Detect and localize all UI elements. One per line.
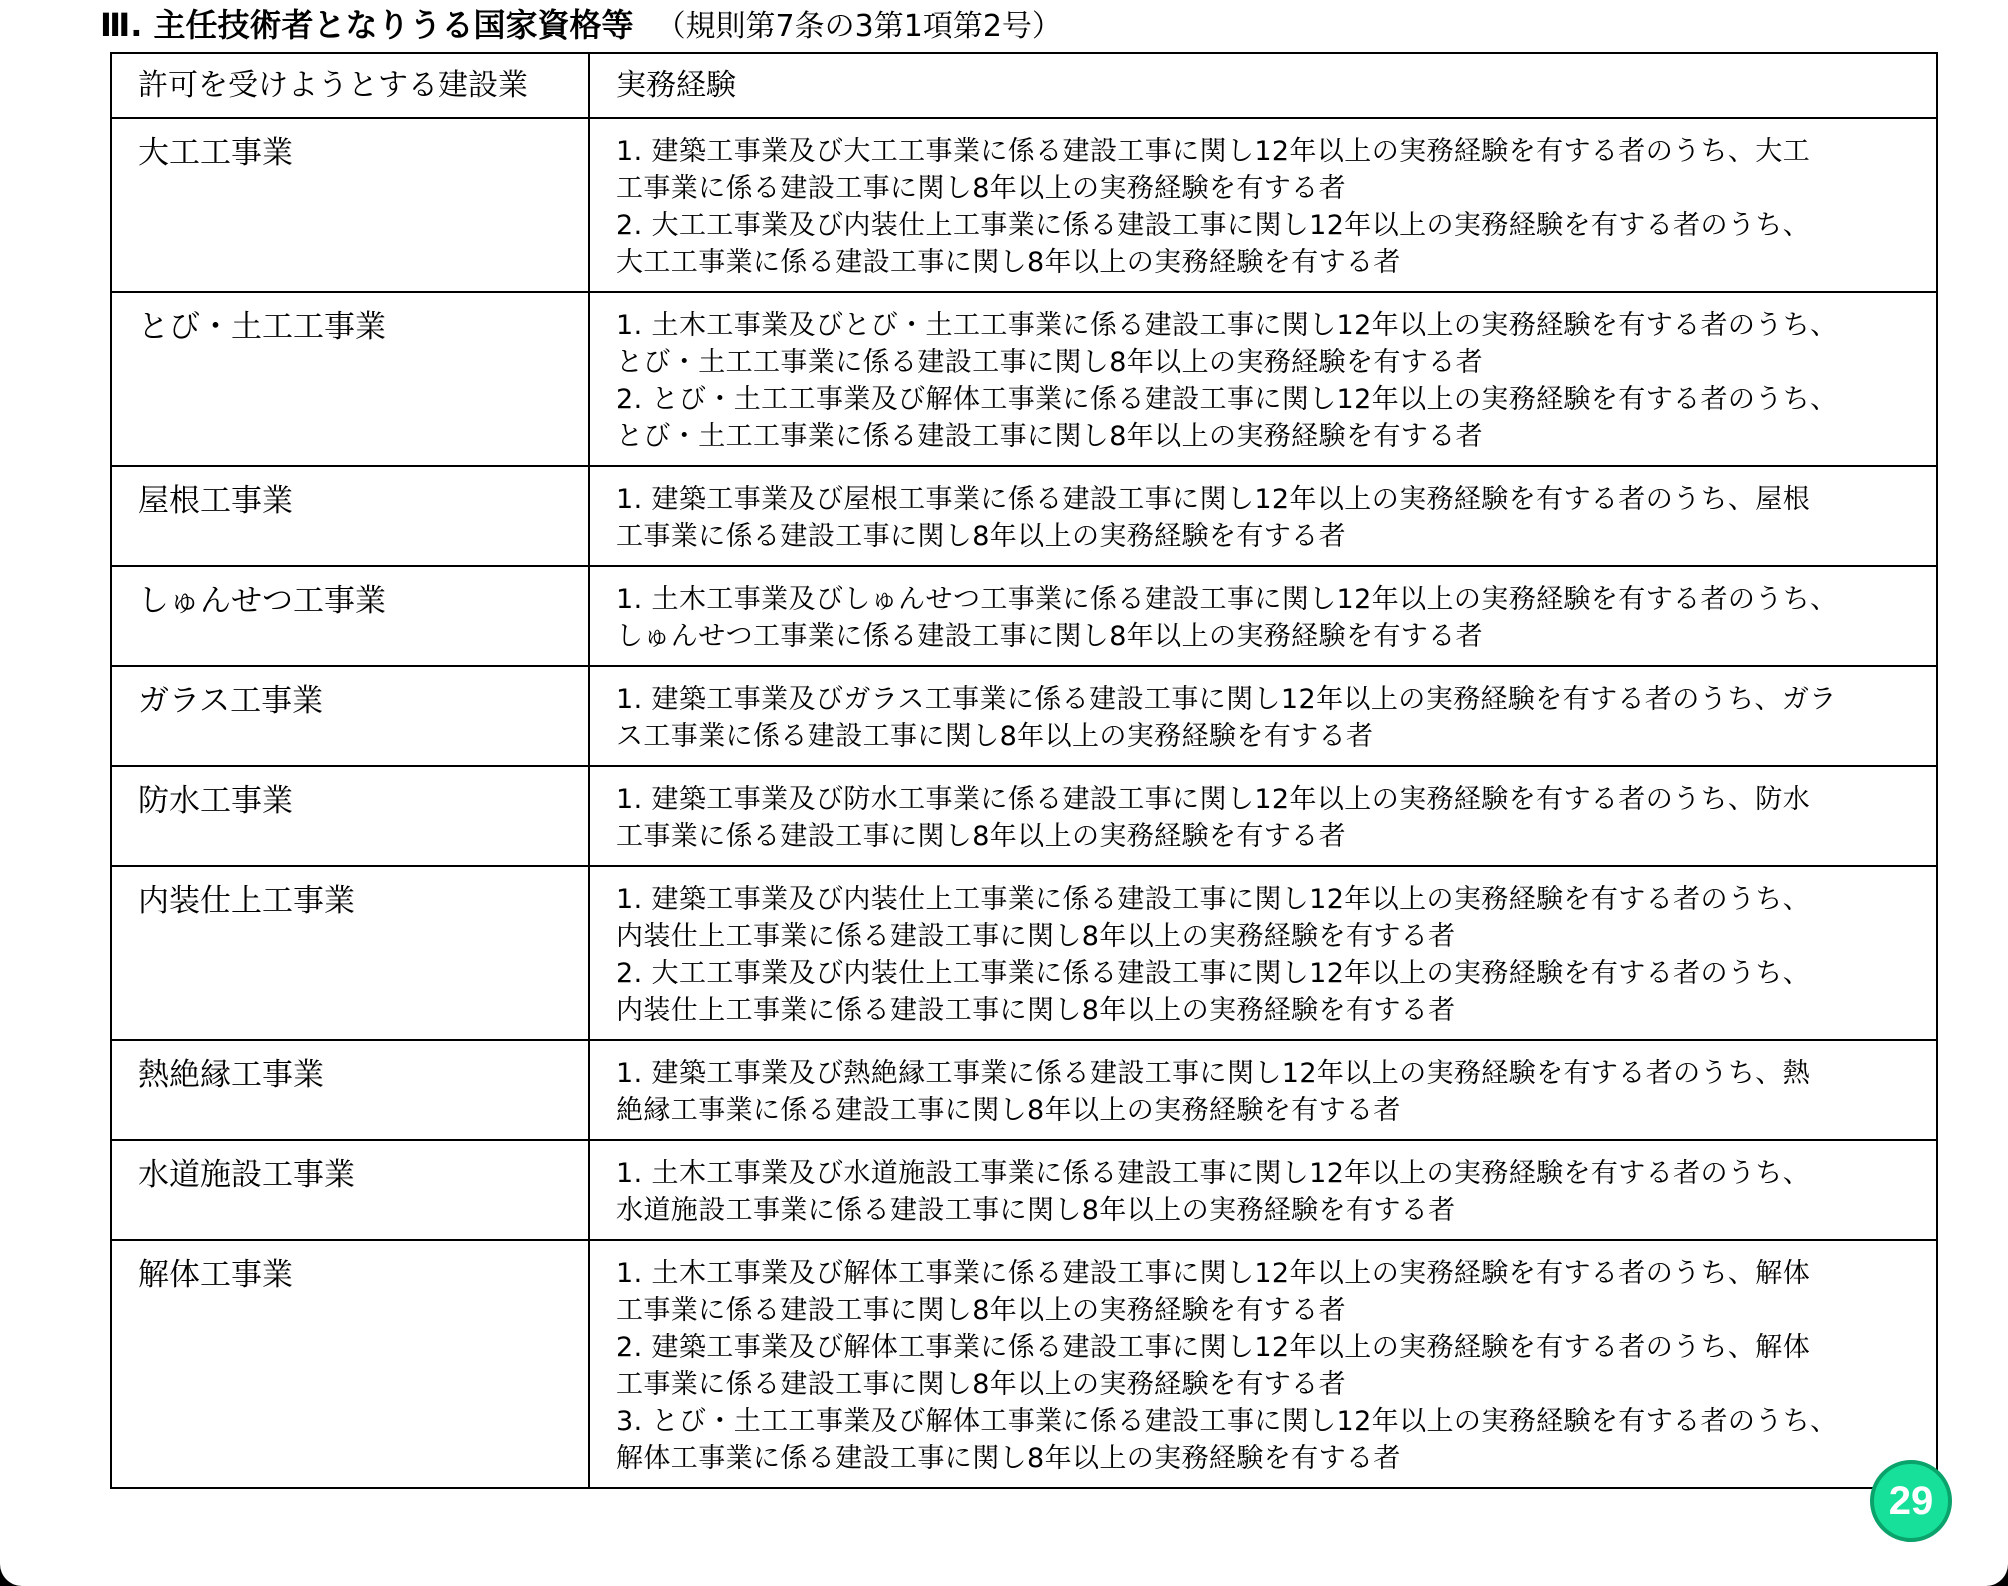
requirement-line: 1. 建築工事業及び大工工事業に係る建設工事に関し12年以上の実務経験を有する者のうち、大工 [616, 136, 1811, 167]
requirement-line: 1. 建築工事業及びガラス工事業に係る建設工事に関し12年以上の実務経験を有する者のうち、ガラ [616, 684, 1837, 715]
table-row [111, 292, 1937, 466]
requirement-line: 工事業に係る建設工事に関し8年以上の実務経験を有する者 [616, 1369, 1346, 1400]
table-row [111, 666, 1937, 766]
trade-category: 大工工事業 [111, 118, 589, 292]
requirement-line: 内装仕上工事業に係る建設工事に関し8年以上の実務経験を有する者 [616, 995, 1456, 1026]
section-heading [100, 2, 1062, 48]
requirement-line: 2. 大工工事業及び内装仕上工事業に係る建設工事に関し12年以上の実務経験を有する者のうち、 [616, 210, 1811, 241]
requirement-line: 大工工事業に係る建設工事に関し8年以上の実務経験を有する者 [616, 247, 1401, 278]
requirement-line: 水道施設工事業に係る建設工事に関し8年以上の実務経験を有する者 [616, 1195, 1456, 1226]
requirement-line: 2. 大工工事業及び内装仕上工事業に係る建設工事に関し12年以上の実務経験を有する者のうち、 [616, 958, 1811, 989]
requirement-line: とび・土工工事業に係る建設工事に関し8年以上の実務経験を有する者 [616, 347, 1483, 378]
table-row [111, 118, 1937, 292]
trade-category: しゅんせつ工事業 [111, 566, 589, 666]
requirement-line: 絶縁工事業に係る建設工事に関し8年以上の実務経験を有する者 [616, 1095, 1401, 1126]
experience-requirement [589, 1240, 1937, 1488]
requirement-line: 1. 建築工事業及び熱絶縁工事業に係る建設工事に関し12年以上の実務経験を有する者のうち、熱 [616, 1058, 1811, 1089]
requirement-line: 1. 建築工事業及び内装仕上工事業に係る建設工事に関し12年以上の実務経験を有する者のうち、 [616, 884, 1811, 915]
requirement-line: 1. 建築工事業及び防水工事業に係る建設工事に関し12年以上の実務経験を有する者のうち、防水 [616, 784, 1811, 815]
section-title: Ⅲ. 主任技術者となりうる国家資格等 [100, 6, 634, 44]
requirement-line: 工事業に係る建設工事に関し8年以上の実務経験を有する者 [616, 821, 1346, 852]
experience-requirement [589, 466, 1937, 566]
experience-requirement [589, 118, 1937, 292]
table-row [111, 466, 1937, 566]
experience-requirement [589, 566, 1937, 666]
table-row [111, 1040, 1937, 1140]
requirement-line: 工事業に係る建設工事に関し8年以上の実務経験を有する者 [616, 521, 1346, 552]
requirement-line: 1. 土木工事業及びしゅんせつ工事業に係る建設工事に関し12年以上の実務経験を有する者のうち、 [616, 584, 1838, 615]
requirement-line: 2. 建築工事業及び解体工事業に係る建設工事に関し12年以上の実務経験を有する者のうち、解体 [616, 1332, 1811, 1363]
table-body [111, 118, 1937, 1488]
requirement-line: 2. とび・土工工事業及び解体工事業に係る建設工事に関し12年以上の実務経験を有する者のうち、 [616, 384, 1838, 415]
trade-category: 水道施設工事業 [111, 1140, 589, 1240]
table-row [111, 866, 1937, 1040]
requirement-line: 解体工事業に係る建設工事に関し8年以上の実務経験を有する者 [616, 1443, 1401, 1474]
experience-requirement [589, 1040, 1937, 1140]
table-row [111, 566, 1937, 666]
trade-category: とび・土工工事業 [111, 292, 589, 466]
requirement-line: 1. 建築工事業及び屋根工事業に係る建設工事に関し12年以上の実務経験を有する者のうち、屋根 [616, 484, 1811, 515]
requirement-line: とび・土工工事業に係る建設工事に関し8年以上の実務経験を有する者 [616, 421, 1483, 452]
table-row [111, 1240, 1937, 1488]
section-reference: （規則第7条の3第1項第2号） [655, 9, 1062, 44]
trade-category: 内装仕上工事業 [111, 866, 589, 1040]
requirement-line: 1. 土木工事業及びとび・土工工事業に係る建設工事に関し12年以上の実務経験を有する者のうち、 [616, 310, 1838, 341]
trade-category: 解体工事業 [111, 1240, 589, 1488]
trade-category: 屋根工事業 [111, 466, 589, 566]
requirement-line: 1. 土木工事業及び水道施設工事業に係る建設工事に関し12年以上の実務経験を有する者のうち、 [616, 1158, 1811, 1189]
table-row [111, 1140, 1937, 1240]
table-row [111, 766, 1937, 866]
page-number-badge: 29 [1870, 1460, 1952, 1542]
trade-category: 熱絶縁工事業 [111, 1040, 589, 1140]
requirement-line: 内装仕上工事業に係る建設工事に関し8年以上の実務経験を有する者 [616, 921, 1456, 952]
table-header-row [111, 53, 1937, 118]
trade-category: 防水工事業 [111, 766, 589, 866]
experience-requirement [589, 292, 1937, 466]
requirement-line: 1. 土木工事業及び解体工事業に係る建設工事に関し12年以上の実務経験を有する者のうち、解体 [616, 1258, 1811, 1289]
column-header-license: 許可を受けようとする建設業 [111, 53, 589, 118]
experience-requirement [589, 766, 1937, 866]
requirement-line: しゅんせつ工事業に係る建設工事に関し8年以上の実務経験を有する者 [616, 621, 1483, 652]
requirement-line: 工事業に係る建設工事に関し8年以上の実務経験を有する者 [616, 1295, 1346, 1326]
requirement-line: 3. とび・土工工事業及び解体工事業に係る建設工事に関し12年以上の実務経験を有する者のうち、 [616, 1406, 1838, 1437]
column-header-experience: 実務経験 [589, 53, 1937, 118]
requirement-line: ス工事業に係る建設工事に関し8年以上の実務経験を有する者 [616, 721, 1374, 752]
experience-requirement [589, 866, 1937, 1040]
experience-requirement [589, 1140, 1937, 1240]
requirements-table [110, 52, 1938, 1489]
experience-requirement [589, 666, 1937, 766]
trade-category: ガラス工事業 [111, 666, 589, 766]
requirement-line: 工事業に係る建設工事に関し8年以上の実務経験を有する者 [616, 173, 1346, 204]
